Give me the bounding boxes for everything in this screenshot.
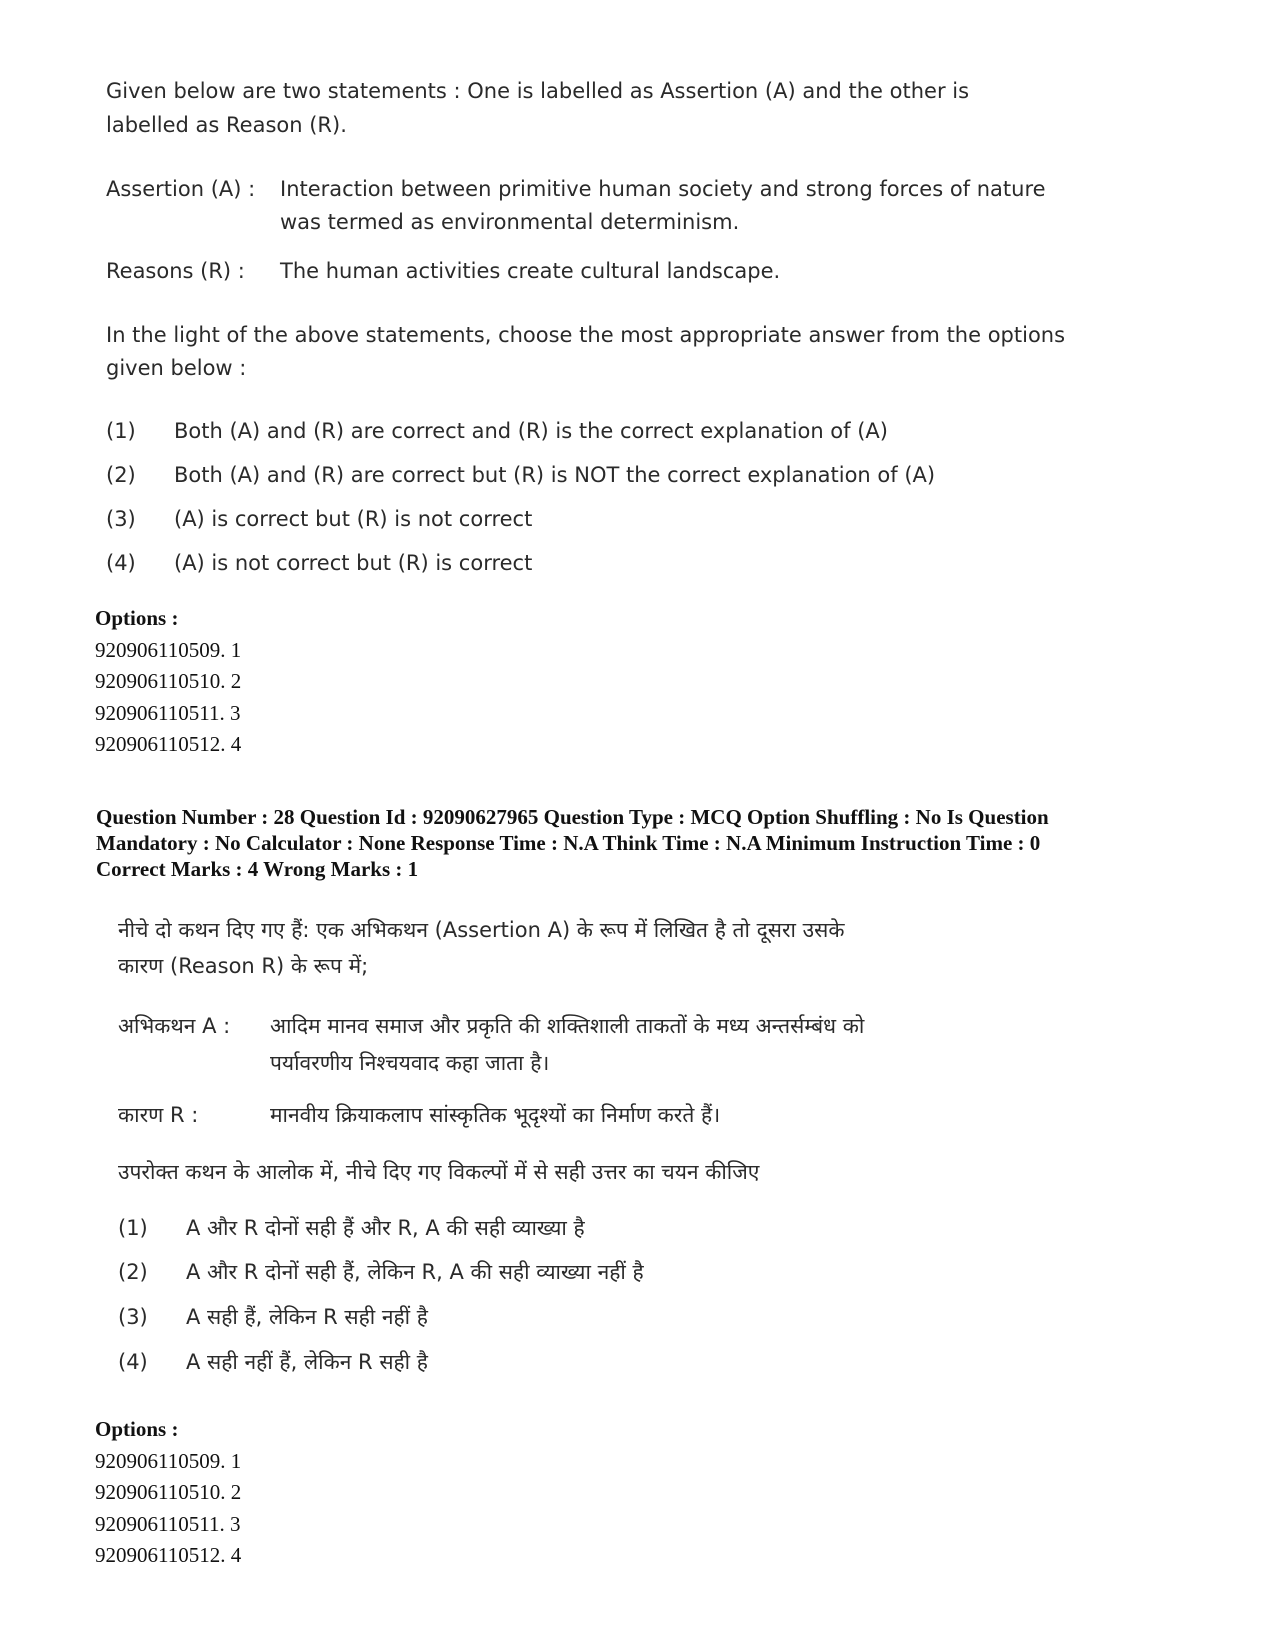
- q28-reason-text: मानवीय क्रियाकलाप सांस्कृतिक भूदृश्यों का निर्माण करते हैं।: [270, 1103, 721, 1127]
- q28-options-block: [95, 1414, 241, 1572]
- q27-assertion-line2: was termed as environmental determinism.: [280, 210, 740, 234]
- q28-choice-number: (3): [118, 1305, 148, 1329]
- q28-assertion-label: अभिकथन A :: [118, 1014, 231, 1038]
- q27-prompt-line1: In the light of the above statements, choose the most appropriate answer from the options: [106, 323, 1066, 347]
- q28-intro-line1: नीचे दो कथन दिए गए हैं: एक अभिकथन (Assertion A) के रूप में लिखित है तो दूसरा उसके: [118, 918, 845, 942]
- q28-prompt: उपरोक्त कथन के आलोक में, नीचे दिए गए विकल्पों में से सही उत्तर का चयन कीजिए: [118, 1160, 760, 1184]
- q28-options-heading: Options :: [95, 1417, 179, 1441]
- q27-option-item: 920906110509. 1: [95, 637, 242, 662]
- q28-meta-line1: Question Number : 28 Question Id : 92090627965 Question Type : MCQ Option Shuffling : No Is Question: [96, 805, 1049, 829]
- q27-choice-text: (A) is not correct but (R) is correct: [174, 551, 533, 575]
- q27-reason-text: The human activities create cultural landscape.: [280, 259, 781, 283]
- q27-choice-text: (A) is correct but (R) is not correct: [174, 507, 533, 531]
- q28-assertion-line1: आदिम मानव समाज और प्रकृति की शक्तिशाली ताकतों के मध्य अन्तर्सम्बंध को: [270, 1014, 865, 1038]
- q28-intro-line2: कारण (Reason R) के रूप में;: [118, 954, 369, 978]
- q28-option-item: 920906110512. 4: [95, 1543, 242, 1567]
- q27-option-item: 920906110511. 3: [95, 700, 241, 725]
- q28-option-item: 920906110510. 2: [95, 1480, 242, 1504]
- q27-choice-number: (4): [106, 551, 136, 575]
- q28-choice-text: A सही नहीं हैं, लेकिन R सही है: [186, 1350, 428, 1374]
- q27-option-item: 920906110510. 2: [95, 669, 242, 693]
- q27-options-heading: Options :: [95, 606, 179, 630]
- q27-choice-number: (1): [106, 419, 136, 443]
- q28-reason-label: कारण R :: [118, 1103, 199, 1127]
- q27-choice-number: (2): [106, 463, 136, 487]
- q28-choice-text: A और R दोनों सही हैं, लेकिन R, A की सही व्याख्या नहीं है: [186, 1260, 644, 1284]
- q28-choice-text: A सही हैं, लेकिन R सही नहीं है: [186, 1305, 428, 1329]
- q27-choice-text: Both (A) and (R) are correct and (R) is the correct explanation of (A): [174, 419, 888, 443]
- q28-assertion-line2: पर्यावरणीय निश्चयवाद कहा जाता है।: [270, 1051, 550, 1075]
- q28-choice-number: (2): [118, 1260, 148, 1284]
- q27-intro-line2: labelled as Reason (R).: [106, 113, 347, 137]
- q27-choice-number: (3): [106, 507, 136, 531]
- q28-meta-line2: Mandatory : No Calculator : None Response Time : N.A Think Time : N.A Minimum Instruction Time : 0: [96, 831, 1041, 855]
- q28-option-item: 920906110511. 3: [95, 1511, 241, 1536]
- q27-option-item: 920906110512. 4: [95, 732, 242, 756]
- q27-prompt-line2: given below :: [106, 356, 247, 380]
- q28-question-image: [118, 0, 1118, 1380]
- q27-assertion-line1: Interaction between primitive human society and strong forces of nature: [280, 177, 1046, 201]
- q27-assertion-label: Assertion (A) :: [106, 177, 256, 201]
- q28-choice-number: (1): [118, 1216, 148, 1240]
- q27-reason-label: Reasons (R) :: [106, 259, 245, 283]
- q28-choice-number: (4): [118, 1350, 148, 1374]
- q27-choice-text: Both (A) and (R) are correct but (R) is NOT the correct explanation of (A): [174, 463, 936, 487]
- q28-option-item: 920906110509. 1: [95, 1448, 242, 1473]
- q27-intro-line1: Given below are two statements : One is labelled as Assertion (A) and the other is: [106, 79, 970, 103]
- q28-choice-text: A और R दोनों सही हैं और R, A की सही व्याख्या है: [186, 1216, 585, 1240]
- q28-meta-line3: Correct Marks : 4 Wrong Marks : 1: [96, 857, 419, 881]
